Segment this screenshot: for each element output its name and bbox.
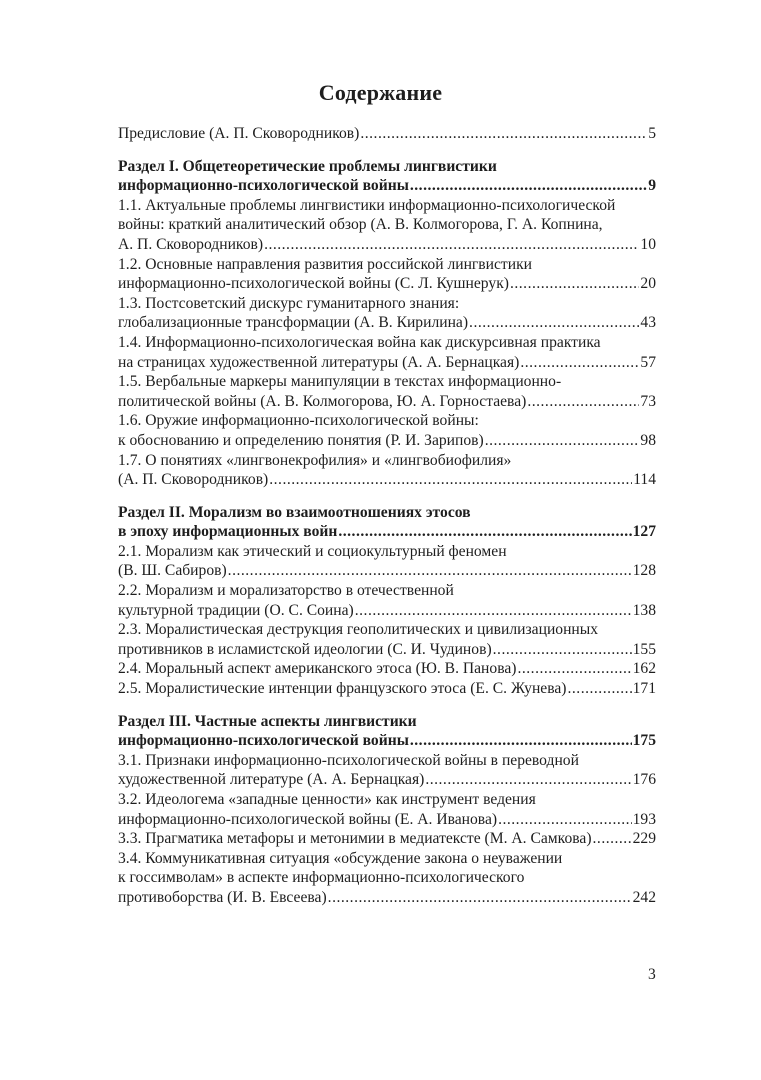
entry-line: противников в исламистской идеологии (С. И. Чудинов) bbox=[118, 640, 492, 658]
section-heading-line: в эпоху информационных войн bbox=[118, 523, 338, 541]
dot-leader bbox=[527, 392, 639, 412]
toc-page-number: 9 bbox=[648, 177, 656, 195]
toc-page-number: 5 bbox=[648, 125, 656, 142]
entry-line: 3.3. Прагматика метафоры и метонимии в медиатексте (М. А. Самкова) bbox=[118, 830, 592, 848]
section-heading-line: Раздел I. Общетеоретические проблемы лингвистики bbox=[118, 157, 497, 175]
dot-leader bbox=[469, 313, 639, 333]
toc-page-number: 193 bbox=[632, 810, 656, 828]
dot-leader bbox=[520, 353, 639, 373]
entry-line: политической войны (А. В. Колмогорова, Ю. А. Горностаева) bbox=[118, 392, 527, 410]
toc-entry-1-1[interactable] bbox=[118, 196, 656, 255]
toc-entry-1-4[interactable] bbox=[118, 333, 656, 372]
entry-line: культурной традиции (О. С. Соина) bbox=[118, 601, 354, 619]
toc-entry-2-5[interactable] bbox=[118, 679, 656, 699]
entry-line: 2.1. Морализм как этический и социокультурный феномен bbox=[118, 542, 507, 560]
entry-line: 1.1. Актуальные проблемы лингвистики информационно-психологической bbox=[118, 196, 616, 214]
entry-line: 1.4. Информационно-психологическая война как дискурсивная практика bbox=[118, 333, 601, 351]
toc-page-number: 128 bbox=[632, 562, 656, 580]
toc-page-number: 242 bbox=[632, 888, 656, 906]
toc-page-number: 10 bbox=[640, 235, 656, 253]
toc-entry-3-3[interactable] bbox=[118, 829, 656, 849]
toc-page-number: 175 bbox=[632, 732, 656, 750]
dot-leader bbox=[410, 731, 632, 751]
toc-entry-3-2[interactable] bbox=[118, 790, 656, 829]
entry-line: 1.3. Постсоветский дискурс гуманитарного знания: bbox=[118, 294, 460, 312]
dot-leader bbox=[493, 640, 632, 660]
dot-leader bbox=[510, 274, 639, 294]
toc-entry-2-1[interactable] bbox=[118, 542, 656, 581]
dot-leader bbox=[425, 770, 631, 790]
page-number: 3 bbox=[648, 966, 656, 983]
dot-leader bbox=[228, 561, 632, 581]
entry-line: к обоснованию и определению понятия (Р. И. Зарипов) bbox=[118, 431, 484, 449]
entry-line: на страницах художественной литературы (А. А. Бернацкая) bbox=[118, 353, 520, 371]
entry-line: 2.3. Моралистическая деструкция геополитических и цивилизационных bbox=[118, 621, 599, 639]
section-heading-line: информационно-психологической войны bbox=[118, 732, 409, 750]
toc-entry-2-2[interactable] bbox=[118, 581, 656, 620]
entry-line: противоборства (И. В. Евсеева) bbox=[118, 888, 327, 906]
dot-leader bbox=[355, 601, 632, 621]
toc-entry-1-5[interactable] bbox=[118, 372, 656, 411]
page-title: Содержание bbox=[318, 80, 443, 105]
section-heading-line: Раздел II. Морализм во взаимоотношениях этосов bbox=[118, 503, 471, 521]
toc-page-number: 229 bbox=[632, 830, 656, 848]
toc-page-number: 176 bbox=[632, 771, 656, 789]
dot-leader bbox=[264, 235, 639, 255]
toc-entry-1-2[interactable] bbox=[118, 255, 656, 294]
dot-leader bbox=[338, 522, 631, 542]
entry-line: 1.2. Основные направления развития российской лингвистики bbox=[118, 255, 533, 273]
entry-line: информационно-психологической войны (С. Л. Кушнерук) bbox=[118, 275, 509, 293]
entry-line: 1.7. О понятиях «лингвонекрофилия» и «лингвобиофилия» bbox=[118, 451, 512, 469]
toc-page-number: 43 bbox=[640, 314, 656, 332]
toc-entry-3-4[interactable] bbox=[118, 849, 656, 908]
toc-entry-text: Предисловие (А. П. Сковородников) bbox=[118, 125, 360, 142]
entry-line: А. П. Сковородников) bbox=[118, 235, 264, 253]
dot-leader bbox=[269, 470, 632, 490]
dot-leader bbox=[360, 124, 647, 144]
toc-page-number: 127 bbox=[632, 523, 656, 541]
dot-leader bbox=[517, 659, 631, 679]
entry-line: (В. Ш. Сабиров) bbox=[118, 562, 227, 580]
entry-line: войны: краткий аналитический обзор (А. В. Колмогорова, Г. А. Копнина, bbox=[118, 216, 603, 234]
toc-page-number: 98 bbox=[640, 431, 656, 449]
entry-line: 1.5. Вербальные маркеры манипуляции в текстах информационно- bbox=[118, 373, 562, 391]
table-of-contents bbox=[118, 124, 656, 908]
toc-page-number: 171 bbox=[632, 680, 656, 698]
entry-line: к госсимволам» в аспекте информационно-психологического bbox=[118, 869, 525, 887]
toc-entry-1-7[interactable] bbox=[118, 451, 656, 490]
entry-line: 1.6. Оружие информационно-психологической войны: bbox=[118, 412, 479, 430]
toc-page-number: 162 bbox=[632, 660, 656, 678]
toc-entry-1-3[interactable] bbox=[118, 294, 656, 333]
toc-page-number: 20 bbox=[640, 275, 656, 293]
toc-section-3[interactable] bbox=[118, 712, 656, 751]
entry-line: 3.4. Коммуникативная ситуация «обсуждение закона о неуважении bbox=[118, 849, 563, 867]
entry-line: 2.4. Моральный аспект американского этоса (Ю. В. Панова) bbox=[118, 660, 517, 678]
entry-line: 3.1. Признаки информационно-психологической войны в переводной bbox=[118, 751, 579, 769]
section-heading-line: Раздел III. Частные аспекты лингвистики bbox=[118, 712, 417, 730]
toc-page-number: 138 bbox=[632, 601, 656, 619]
toc-section-2[interactable] bbox=[118, 503, 656, 542]
toc-page-number: 114 bbox=[633, 471, 656, 489]
entry-line: (А. П. Сковородников) bbox=[118, 471, 269, 489]
entry-line: 3.2. Идеологема «западные ценности» как инструмент ведения bbox=[118, 791, 536, 808]
dot-leader bbox=[593, 829, 632, 849]
section-heading-line: информационно-психологической войны bbox=[118, 177, 409, 195]
dot-leader bbox=[410, 176, 647, 196]
toc-page-number: 73 bbox=[640, 392, 656, 410]
entry-line: 2.5. Моралистические интенции французского этоса (Е. С. Жунева) bbox=[118, 680, 567, 698]
entry-line: 2.2. Морализм и морализаторство в отечественной bbox=[118, 582, 454, 600]
entry-line: глобализационные трансформации (А. В. Кирилина) bbox=[118, 314, 469, 332]
toc-page-number: 155 bbox=[632, 640, 656, 658]
toc-page-number: 57 bbox=[640, 353, 656, 371]
dot-leader bbox=[498, 810, 632, 830]
entry-line: информационно-психологической войны (Е. А. Иванова) bbox=[118, 810, 498, 828]
toc-entry-3-1[interactable] bbox=[118, 751, 656, 790]
toc-section-1[interactable] bbox=[118, 157, 656, 196]
toc-entry-preface[interactable] bbox=[118, 124, 656, 144]
dot-leader bbox=[328, 888, 632, 908]
toc-entry-2-4[interactable] bbox=[118, 659, 656, 679]
entry-line: художественной литературе (А. А. Бернацкая) bbox=[118, 771, 425, 789]
dot-leader bbox=[485, 431, 640, 451]
toc-entry-1-6[interactable] bbox=[118, 411, 656, 450]
dot-leader bbox=[568, 679, 632, 699]
toc-entry-2-3[interactable] bbox=[118, 620, 656, 659]
